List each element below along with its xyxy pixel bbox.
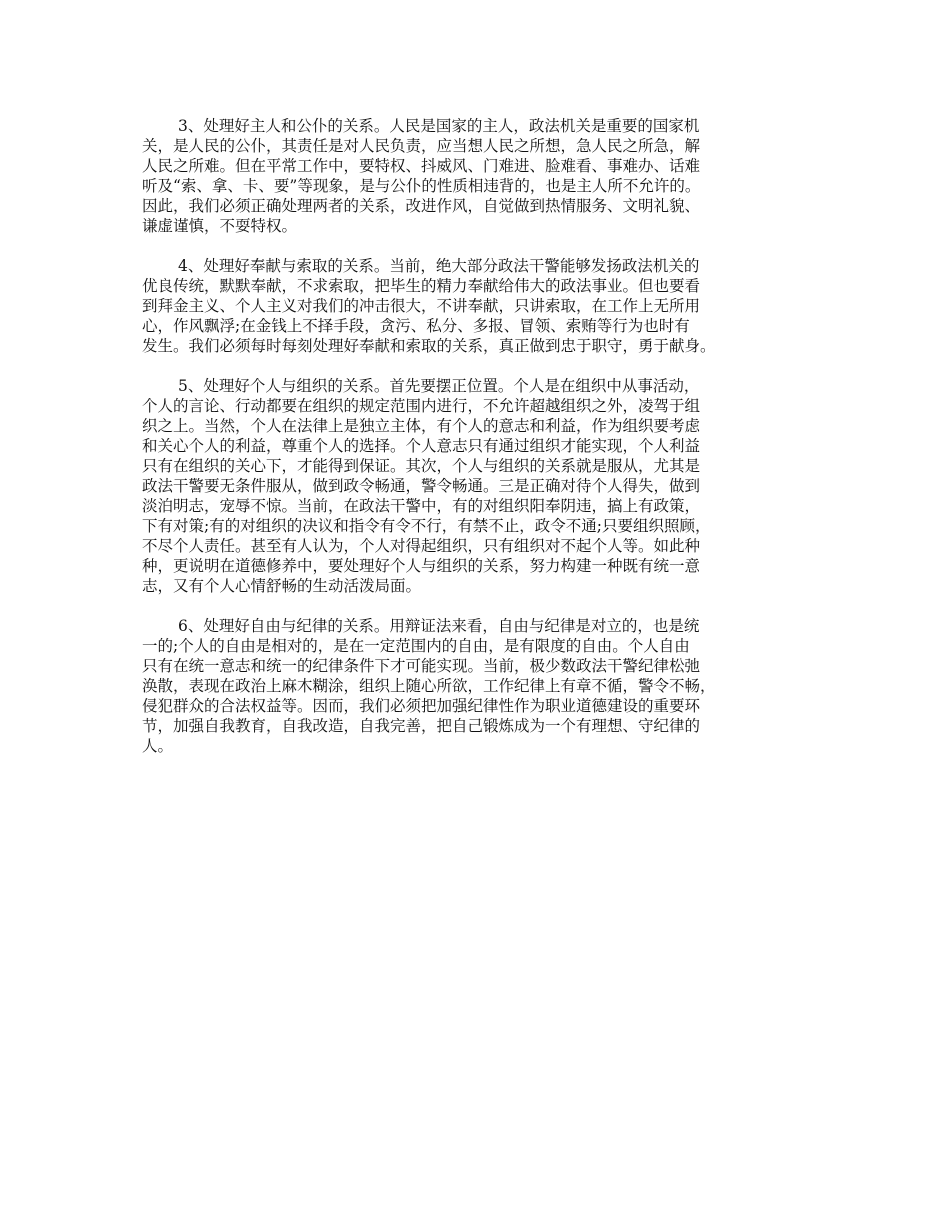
paragraph-line: 个人的言论、行动都要在组织的规定范围内进行，不允许超越组织之外，凌驾于组 (142, 397, 701, 415)
paragraph-line: 下有对策;有的对组织的决议和指令有令不行，有禁不止，政令不通;只要组织照顾， (142, 517, 711, 535)
paragraph-line: 听及“索、拿、卡、要”等现象，是与公仆的性质相违背的，也是主人所不允许的。 (142, 177, 701, 195)
paragraph-line: 发生。我们必须每时每刻处理好奉献和索取的关系，真正做到忠于职守，勇于献身。 (142, 337, 716, 355)
paragraph-5 (142, 376, 827, 596)
paragraph-line: 谦虚谨慎，不耍特权。 (142, 217, 298, 235)
paragraph-line: 只有在组织的关心下，才能得到保证。其次，个人与组织的关系就是服从，尤其是 (142, 457, 701, 475)
paragraph-line: 6、处理好自由与纪律的关系。用辩证法来看，自由与纪律是对立的，也是统 (178, 617, 700, 635)
paragraph-line: 侵犯群众的合法权益等。因而，我们必须把加强纪律性作为职业道德建设的重要环 (142, 697, 701, 715)
paragraph-line: 人民之所难。但在平常工作中，要特权、抖威风、门难进、脸难看、事难办、话难 (142, 157, 701, 175)
paragraph-line: 织之上。当然，个人在法律上是独立主体，有个人的意志和利益，作为组织要考虑 (142, 417, 701, 435)
paragraph-line: 人。 (142, 737, 174, 755)
paragraph-line: 节，加强自我教育，自我改造，自我完善，把自己锻炼成为一个有理想、守纪律的 (142, 717, 701, 735)
paragraph-line: 心，作风飘浮;在金钱上不择手段，贪污、私分、多报、冒领、索贿等行为也时有 (142, 317, 690, 335)
paragraph-line: 不尽个人责任。甚至有人认为，个人对得起组织，只有组织对不起个人等。如此种 (142, 537, 701, 555)
paragraph-3 (142, 116, 827, 236)
paragraph-line: 优良传统，默默奉献，不求索取，把毕生的精力奉献给伟大的政法事业。但也要看 (142, 277, 701, 295)
paragraph-line: 政法干警要无条件服从，做到政令畅通，警令畅通。三是正确对待个人得失，做到 (142, 477, 701, 495)
paragraph-line: 关，是人民的公仆，其责任是对人民负责，应当想人民之所想，急人民之所急，解 (142, 137, 701, 155)
paragraph-6 (142, 616, 827, 756)
paragraph-line: 志，又有个人心情舒畅的生动活泼局面。 (142, 577, 422, 595)
paragraph-line: 4、处理好奉献与索取的关系。当前，绝大部分政法干警能够发扬政法机关的 (178, 257, 700, 275)
paragraph-line: 5、处理好个人与组织的关系。首先要摆正位置。个人是在组织中从事活动， (178, 377, 700, 395)
paragraph-line: 3、处理好主人和公仆的关系。人民是国家的主人，政法机关是重要的国家机 (178, 117, 700, 135)
paragraph-line: 淡泊明志，宠辱不惊。当前，在政法干警中，有的对组织阳奉阴违，搞上有政策， (142, 497, 701, 515)
paragraph-line: 一的;个人的自由是相对的，是在一定范围内的自由，是有限度的自由。个人自由 (142, 637, 690, 655)
paragraph-4 (142, 256, 827, 356)
paragraph-line: 因此，我们必须正确处理两者的关系，改进作风，自觉做到热情服务、文明礼貌、 (142, 197, 701, 215)
paragraph-line: 和关心个人的利益，尊重个人的选择。个人意志只有通过组织才能实现，个人利益 (142, 437, 701, 455)
paragraph-line: 到拜金主义、个人主义对我们的冲击很大，不讲奉献，只讲索取，在工作上无所用 (142, 297, 701, 315)
paragraph-line: 种，更说明在道德修养中，要处理好个人与组织的关系，努力构建一种既有统一意 (142, 557, 701, 575)
paragraph-line: 只有在统一意志和统一的纪律条件下才可能实现。当前，极少数政法干警纪律松弛 (142, 657, 701, 675)
paragraph-line: 涣散，表现在政治上麻木糊涂，组织上随心所欲，工作纪律上有章不循，警令不畅， (142, 677, 716, 695)
document-body (142, 116, 827, 776)
